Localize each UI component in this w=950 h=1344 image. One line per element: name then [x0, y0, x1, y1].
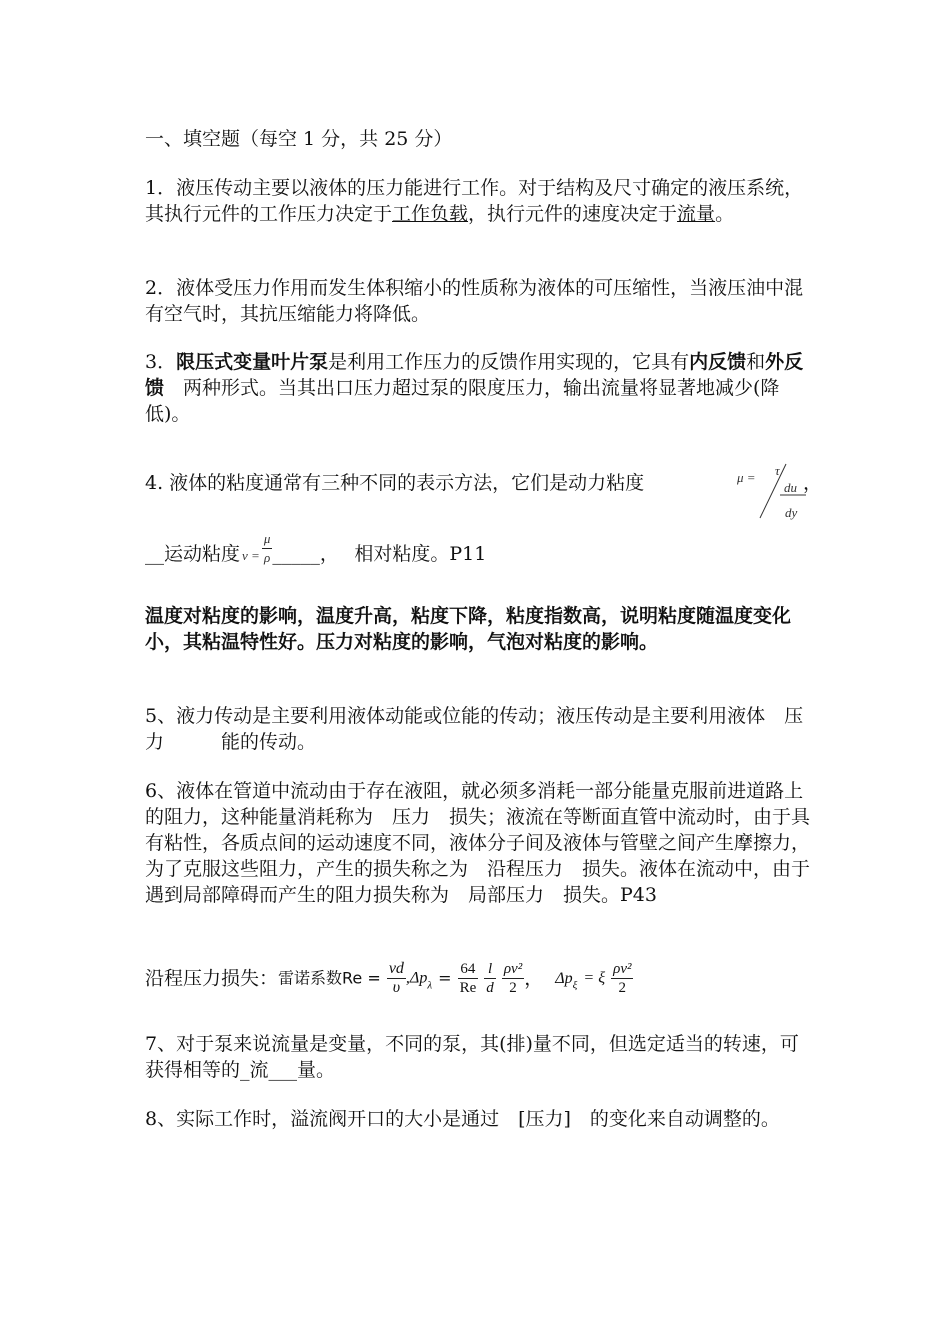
q3-bold-term-2: 内反馈	[689, 351, 747, 373]
fraction-re-denominator: Re	[459, 980, 477, 996]
delta-p-xi-label: Δp	[555, 969, 573, 987]
fraction-64-re	[458, 960, 479, 997]
tau-symbol: τ	[775, 463, 780, 478]
question-3	[145, 349, 810, 427]
fraction-rho-v2	[502, 960, 524, 997]
q3-bold-term-3: 外反馈	[145, 351, 804, 399]
q4-kinematic-viscosity-label: __运动粘度	[145, 543, 241, 565]
question-6: 6、液体在管道中流动由于存在液阻，就必须多消耗一部分能量克服前进道路上的阻力，这种能量消耗称为 压力 损失；液流在等断面直管中流动时，由于具有粘性，各质点间的运动速度不同，液体分子间及液体与管壁之间产生摩擦力，为了克服这些阻力，产生的损失称之为 沿程压力 损失。液体在流动中，由于遇到局部障碍而产生的阻力损失称为 局部压力 损失。P43	[145, 780, 811, 906]
q1-answer-1: 工作负载	[392, 203, 469, 225]
q3-text-part4: 两种形式。当其出口压力超过泵的限度压力，输出流量将显著地减少(降低)。	[145, 377, 780, 425]
q1-text-part2: ，执行元件的速度决定于	[468, 203, 678, 225]
equals-xi: = ξ	[583, 969, 606, 987]
fraction-rho-v2-numerator: ρv²	[503, 961, 523, 977]
fraction-rho-v2-local-numerator: ρv²	[613, 961, 632, 977]
q1-answer-2: 流量	[677, 203, 716, 225]
question-8: 8、实际工作时，溢流阀开口的大小是通过 [压力] 的变化来自动调整的。	[145, 1108, 780, 1130]
viscosity-note: 温度对粘度的影响，温度升高，粘度下降，粘度指数高，说明粘度随温度变化小，其粘温特性好。压力对粘度的影响，气泡对粘度的影响。	[145, 605, 792, 653]
reynolds-numerator: vd	[388, 960, 404, 977]
du-symbol: du	[784, 480, 797, 495]
question-5: 5、液力传动是主要利用液体动能或位能的传动；液压传动是主要利用液体 压力 能的传动。	[145, 705, 804, 753]
fraction-2-local-denominator: 2	[618, 980, 627, 996]
formula-separator: ，	[524, 967, 544, 990]
question-4-line-1	[145, 470, 810, 500]
nu-denominator: ρ	[263, 549, 271, 565]
q1-text-part3: 。	[715, 203, 735, 225]
q4-comma: ，	[803, 472, 823, 494]
fraction-rho-v2-local	[611, 960, 633, 997]
lambda-subscript: λ	[427, 979, 433, 992]
nu-formula-lhs: ν =	[242, 548, 260, 563]
q1-text-part1: 1．液压传动主要以液体的压力能进行工作。对于结构及尺寸确定的液压系统，其执行元件的工作压力决定于	[145, 177, 804, 225]
question-1	[145, 175, 810, 227]
q3-text-part3: 和	[746, 351, 766, 373]
reynolds-fraction	[387, 960, 406, 997]
equals-sign: =	[438, 968, 452, 988]
xi-subscript: ξ	[572, 979, 578, 992]
delta-p-lambda-label: ,Δp	[405, 969, 428, 987]
q4-text-part1: 4. 液体的粘度通常有三种不同的表示方法，它们是动力粘度	[145, 472, 645, 494]
section-heading: 一、填空题（每空 1 分，共 25 分）	[145, 128, 453, 150]
fraction-l-numerator: l	[484, 960, 496, 979]
q4-text-part2: _____， 相对粘度。P11	[272, 543, 487, 565]
question-7: 7、对于泵来说流量是变量，不同的泵，其(排)量不同，但选定适当的转速，可获得相等的_流___量。	[145, 1033, 799, 1081]
fraction-64-numerator: 64	[458, 960, 479, 979]
dy-symbol: dy	[785, 505, 798, 520]
question-2: 2．液体受压力作用而发生体积缩小的性质称为液体的可压缩性，当液压油中混有空气时，其抗压缩能力将降低。	[145, 277, 804, 325]
mu-formula-lhs: μ =	[737, 470, 756, 485]
formula-label: 沿程压力损失：	[145, 967, 279, 990]
fraction-2-denominator: 2	[509, 980, 517, 996]
q3-bold-term-1: 限压式变量叶片泵	[176, 351, 329, 373]
nu-numerator: μ	[262, 530, 273, 549]
nu-fraction	[262, 530, 273, 567]
reynolds-denominator: υ	[392, 979, 401, 996]
fraction-l-d	[484, 960, 496, 997]
q3-text-part2: 是利用工作压力的反馈作用实现的，它具有	[328, 351, 690, 373]
reynolds-label: 雷诺系数Re =	[278, 968, 381, 988]
pressure-loss-formula	[145, 960, 810, 1010]
q3-text-part1: 3．	[145, 351, 177, 373]
question-4-line-2	[145, 530, 810, 571]
fraction-d-denominator: d	[486, 980, 494, 996]
